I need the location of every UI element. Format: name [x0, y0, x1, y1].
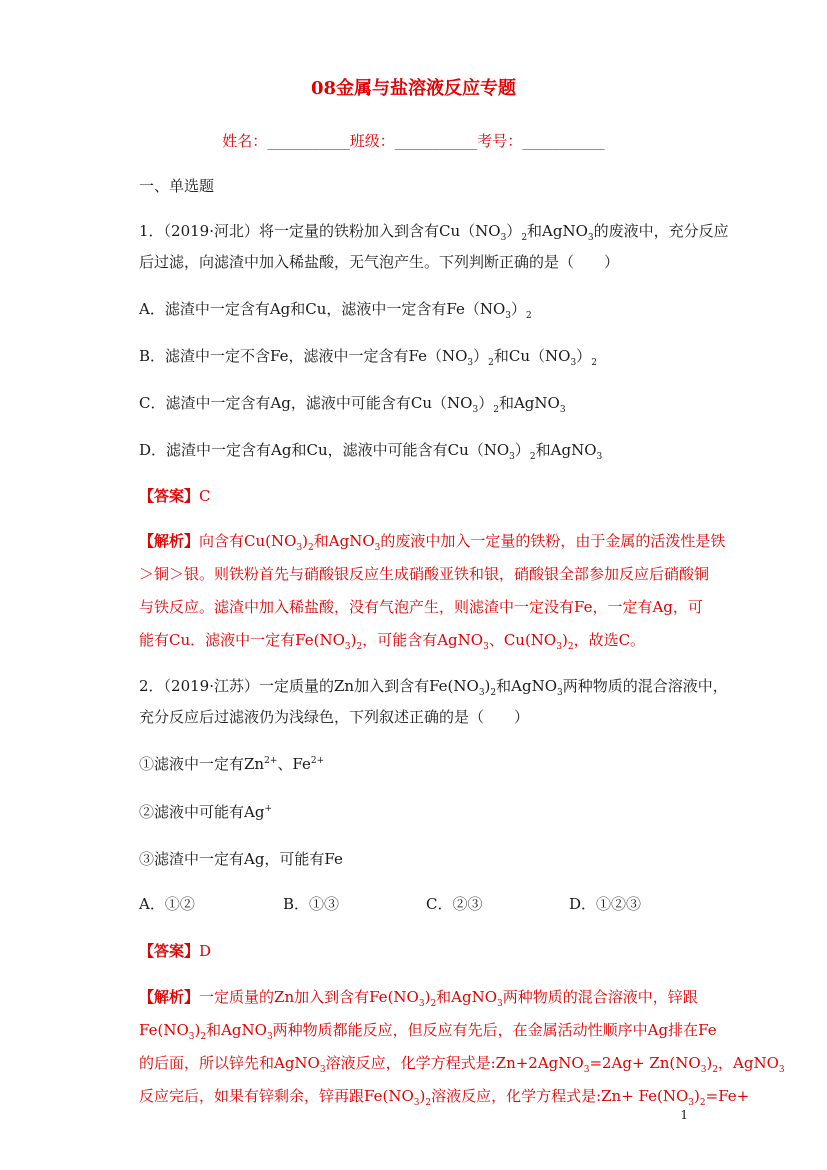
q1-stem-line1	[139, 220, 729, 241]
analysis-text: 和AgNO	[206, 1021, 267, 1039]
q2-statement-2	[139, 801, 272, 822]
subscript: 3	[472, 405, 479, 415]
option-text: C．滤渣中一定含有Ag，滤液中可能含有Cu（NO	[139, 394, 473, 412]
q2-option-a[interactable]: A．①②	[139, 895, 195, 913]
exam-number-blank[interactable]: ___________	[522, 132, 605, 150]
subscript: 3	[497, 999, 503, 1009]
analysis-text: 和AgNO	[436, 988, 498, 1006]
subscript: 3	[467, 358, 474, 368]
analysis-text: ，故选C。	[573, 631, 646, 649]
analysis-text: ，AgNO	[718, 1054, 779, 1072]
q2-statement-1	[139, 753, 324, 774]
q2-analysis-line4: 反应完后，如果有锌剩余，锌再跟$Fe(NO_3)_2$溶液反应，化学方程式是:Zn+ $Fe(NO_3)_2=Fe+$	[139, 1087, 750, 1108]
q2-stem-text: 2．（2019·江苏）一定质量的Zn加入到含有Fe(NO	[139, 677, 479, 695]
q1-option-a[interactable]	[139, 298, 532, 319]
q2-stem-line1: 2．（2019·江苏）一定质量的Zn加入到含有$Fe(NO_3)_2$和AgNO$_3$两种物质的混合溶液中，	[139, 677, 728, 698]
paren: ）	[478, 394, 494, 412]
analysis-text: =Fe+	[705, 1087, 750, 1105]
subscript: 3	[556, 642, 562, 652]
analysis-text: 和AgNO	[313, 532, 375, 550]
option-text: 和Cu（NO	[493, 347, 571, 365]
q2-analysis-line2: $Fe(NO_3)_2$和AgNO$_3$两种物质都能反应，但反应有先后，在金属活动性顺序中Ag排在Fe	[139, 1021, 717, 1042]
analysis-text: 两种物质的混合溶液中，锌跟	[502, 988, 698, 1006]
subscript: 3	[266, 1032, 273, 1042]
subscript: 3	[418, 999, 425, 1009]
option-text: 和AgNO	[498, 394, 560, 412]
subscript: 3	[374, 543, 381, 553]
name-label: 姓名：	[222, 132, 268, 150]
analysis-text: 溶液反应，化学方程式是:Zn+2AgNO	[325, 1054, 584, 1072]
q1-option-c[interactable]	[139, 392, 566, 413]
statement-text: 、Fe	[277, 755, 311, 773]
subscript: 3	[478, 688, 485, 698]
subscript: 2	[490, 688, 497, 698]
analysis-text: 的废液中加入一定量的铁粉，由于金属的活泼性是铁	[380, 532, 726, 550]
analysis-text: 一定质量的Zn加入到含有Fe(NO	[199, 988, 419, 1006]
q1-analysis-line2: ＞铜＞银。则铁粉首先与硝酸银反应生成硝酸亚铁和银，硝酸银全部参加反应后硝酸铜	[139, 565, 710, 583]
analysis-text: 反应完后，如果有锌剩余，锌再跟Fe(NO	[139, 1087, 414, 1105]
subscript: 3	[587, 233, 594, 243]
analysis-text: Fe(NO	[139, 1021, 189, 1039]
name-blank[interactable]: ___________	[267, 132, 350, 150]
answer-label: 【答案】	[139, 487, 200, 505]
paren: ）	[576, 347, 592, 365]
section-heading: 一、单选题	[139, 177, 215, 195]
subscript: 3	[688, 1098, 695, 1108]
answer-value: C	[199, 487, 211, 505]
superscript: +	[264, 804, 272, 814]
q2-statement-3: ③滤渣中一定有Ag，可能有Fe	[139, 850, 343, 868]
q2-stem-text: 和AgNO	[496, 677, 557, 695]
analysis-text: =2Ag+ Zn(NO	[589, 1054, 701, 1072]
q1-stem-line2: 后过滤，向滤渣中加入稀盐酸，无气泡产生。下列判断正确的是（ ）	[139, 253, 620, 271]
option-text: B．滤渣中一定不含Fe，滤液中一定含有Fe（NO	[139, 347, 468, 365]
option-text: A．滤渣中一定含有Ag和Cu，滤液中一定含有Fe（NO	[139, 300, 506, 318]
q2-option-c[interactable]: C．②③	[426, 895, 483, 913]
subscript: 3	[344, 642, 351, 652]
option-text: 和AgNO	[535, 441, 597, 459]
option-text: D．滤渣中一定含有Ag和Cu，滤液中可能含有Cu（NO	[139, 441, 510, 459]
analysis-text: 两种物质都能反应，但反应有先后，在金属活动性顺序中Ag排在Fe	[272, 1021, 717, 1039]
q2-analysis-line1: 【解析】一定质量的Zn加入到含有$Fe(NO_3)_2$和AgNO$_3$两种物质的混合溶液中，锌跟	[139, 988, 698, 1009]
q1-stem-text: 的废液中，充分反应	[593, 222, 729, 240]
analysis-label: 【解析】	[139, 532, 200, 550]
subscript: 3	[413, 1098, 420, 1108]
subscript: 3	[509, 452, 515, 462]
superscript: 2+	[264, 756, 278, 766]
superscript: 2+	[310, 756, 325, 766]
page-number: 1	[680, 1108, 688, 1122]
answer-label: 【答案】	[139, 942, 200, 960]
subscript: 3	[188, 1032, 195, 1042]
subscript: 2	[493, 405, 499, 415]
statement-text: ①滤液中一定有Zn	[139, 755, 265, 773]
student-info-line	[0, 130, 827, 151]
q1-analysis-line3: 与铁反应。滤渣中加入稀盐酸，没有气泡产生，则滤渣中一定没有Fe，一定有Ag，可	[139, 598, 703, 616]
subscript: 3	[296, 543, 303, 553]
subscript: 2	[591, 358, 597, 368]
q1-analysis-line4: 能有Cu．滤液中一定有$Fe(NO_3)_2$，可能含有AgNO$_3$、$Cu(NO_3)_2$，故选C。	[139, 631, 646, 652]
subscript: 3	[557, 688, 563, 698]
analysis-text: 、Cu(NO	[488, 631, 557, 649]
subscript: 3	[570, 358, 577, 368]
statement-text: ②滤液中可能有Ag	[139, 803, 265, 821]
subscript: 3	[596, 452, 603, 462]
paren: ）	[473, 347, 489, 365]
document-title: 08金属与盐溶液反应专题	[310, 78, 517, 99]
q2-stem-text: 两种物质的混合溶液中，	[562, 677, 728, 695]
subscript: 3	[500, 233, 507, 243]
subscript: 2	[526, 311, 532, 321]
q1-option-b[interactable]	[139, 345, 597, 366]
q1-answer	[139, 485, 211, 506]
q1-analysis-line1: 【解析】向含有$Cu(NO_3)_2$和AgNO$_3$的废液中加入一定量的铁粉，由于金属的活泼性是铁	[139, 532, 726, 553]
q2-option-b[interactable]: B．①③	[283, 895, 340, 913]
analysis-label: 【解析】	[139, 988, 200, 1006]
q2-analysis-line3: 的后面，所以锌先和AgNO$_3$溶液反应，化学方程式是:Zn+2AgNO$_3$=2Ag+ $Zn(NO_3)_2$，AgNO$_3$	[139, 1054, 785, 1075]
subscript: 3	[505, 311, 512, 321]
analysis-text: ，可能含有AgNO	[362, 631, 484, 649]
subscript: 3	[700, 1065, 707, 1075]
subscript: 3	[483, 642, 489, 652]
subscript: 2	[356, 642, 363, 652]
analysis-text: 溶液反应，化学方程式是:Zn+ Fe(NO	[431, 1087, 689, 1105]
answer-value: D	[199, 942, 212, 960]
subscript: 2	[200, 1032, 207, 1042]
exam-number-label: 考号：	[477, 132, 523, 150]
paren: ）	[506, 222, 522, 240]
subscript: 2	[699, 1098, 706, 1108]
q2-answer	[139, 940, 211, 961]
q1-stem-text: 和AgNO	[527, 222, 588, 240]
subscript: 2	[521, 233, 528, 243]
subscript: 2	[308, 543, 314, 553]
subscript: 3	[583, 1065, 590, 1075]
paren: ）	[514, 441, 530, 459]
subscript: 2	[567, 642, 574, 652]
class-label: 班级：	[349, 132, 395, 150]
q2-stem-line2: 充分反应后过滤液仍为浅绿色，下列叙述正确的是（ ）	[139, 708, 530, 726]
q1-stem-text: 1．（2019·河北）将一定量的铁粉加入到含有Cu（NO	[139, 222, 501, 240]
subscript: 2	[430, 999, 437, 1009]
subscript: 2	[425, 1098, 432, 1108]
analysis-text: 向含有Cu(NO	[199, 532, 297, 550]
subscript: 2	[529, 452, 536, 462]
analysis-text: 能有Cu．滤液中一定有Fe(NO	[139, 631, 345, 649]
class-blank[interactable]: ___________	[394, 132, 478, 150]
q1-option-d[interactable]	[139, 439, 602, 460]
q2-option-d[interactable]: D．①②③	[569, 895, 642, 913]
subscript: 3	[319, 1065, 326, 1075]
subscript: 3	[778, 1065, 785, 1075]
subscript: 2	[712, 1065, 719, 1075]
subscript: 2	[488, 358, 494, 368]
subscript: 3	[559, 405, 566, 415]
paren: ）	[511, 300, 527, 318]
analysis-text: 的后面，所以锌先和AgNO	[139, 1054, 320, 1072]
